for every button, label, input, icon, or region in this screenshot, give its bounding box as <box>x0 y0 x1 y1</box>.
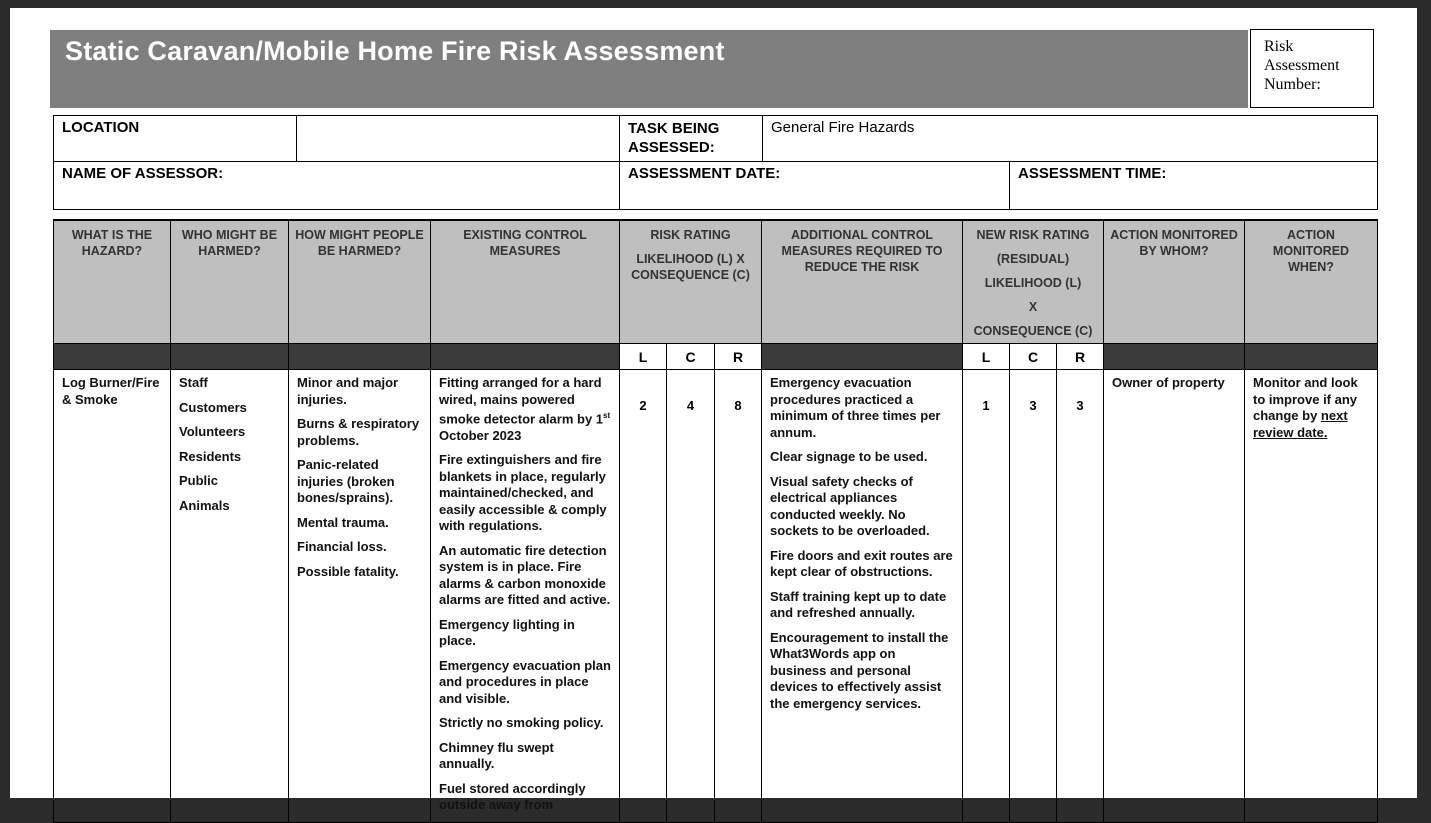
risk-table <box>53 219 1378 823</box>
header-additional: ADDITIONAL CONTROL MEASURES REQUIRED TO REDUCE THE RISK <box>762 220 963 344</box>
list-item: Volunteers <box>179 424 246 439</box>
subheader-new-l: L <box>963 344 1010 370</box>
subheader-blank <box>171 344 289 370</box>
monitored-by-cell: Owner of property <box>1104 370 1245 823</box>
date-label: ASSESSMENT DATE: <box>620 162 1010 210</box>
subheader-new-r: R <box>1057 344 1104 370</box>
risk-assessment-number-box <box>1250 29 1374 108</box>
list-item: Strictly no smoking policy. <box>439 715 604 731</box>
risk-l-value: 2 <box>620 370 667 823</box>
title-bar <box>50 30 1248 108</box>
list-item: Emergency evacuation plan and procedures in place and visible. <box>439 657 611 706</box>
header-risk-rating <box>620 220 762 344</box>
table-row <box>54 370 1378 823</box>
list-item: Financial loss. <box>297 539 387 554</box>
how-cell <box>289 370 431 823</box>
header-who: WHO MIGHT BE HARMED? <box>171 220 289 344</box>
existing-cell <box>431 370 620 823</box>
list-item: An automatic fire detection system is in place. Fire alarms & carbon monoxide alarms are fitted and active. <box>439 542 611 608</box>
list-item: Animals <box>179 497 230 513</box>
location-label: LOCATION <box>54 116 297 162</box>
subheader-c: C <box>667 344 715 370</box>
list-item: Burns & respiratory problems. <box>297 416 420 448</box>
subheader-blank <box>289 344 431 370</box>
subheader-l: L <box>620 344 667 370</box>
list-item: Residents <box>179 448 242 464</box>
list-item: Encouragement to install the What3Words app on business and personal devices to effectively assist the emergency services. <box>770 629 949 711</box>
list-item: Fire doors and exit routes are kept clear of obstructions. <box>770 547 953 579</box>
risk-c-value: 4 <box>667 370 715 823</box>
list-item: Public <box>179 473 219 488</box>
subheader-blank <box>54 344 171 370</box>
monitored-when-text: Monitor and look to improve if any change by <box>1253 375 1358 423</box>
header-new-risk-4: X <box>1028 300 1038 314</box>
list-item: Minor and major injuries. <box>297 375 399 407</box>
new-risk-c-value: 3 <box>1010 370 1057 823</box>
list-item: Chimney flu swept annually. <box>439 739 554 772</box>
assessor-label: NAME OF ASSESSOR: <box>54 162 620 210</box>
list-item: Customers <box>179 399 247 415</box>
list-item: Staff training kept up to date and refreshed annually. <box>770 588 947 620</box>
location-value[interactable] <box>297 116 620 162</box>
header-how: HOW MIGHT PEOPLE BE HARMED? <box>289 220 431 344</box>
header-monitored-when: ACTION MONITORED WHEN? <box>1245 220 1378 344</box>
header-new-risk-5: CONSEQUENCE (C) <box>973 324 1093 338</box>
info-table <box>53 115 1378 210</box>
document-title: Static Caravan/Mobile Home Fire Risk Assessment <box>65 36 725 66</box>
list-item: Emergency evacuation procedures practiced a minimum of three times per annum. <box>770 375 941 440</box>
time-label: ASSESSMENT TIME: <box>1010 162 1378 210</box>
list-item: Fuel stored accordingly outside away from <box>439 780 586 813</box>
subheader-blank <box>1245 344 1378 370</box>
subheader-r: R <box>715 344 762 370</box>
header-monitored-by: ACTION MONITORED BY WHOM? <box>1104 220 1245 344</box>
ra-number-label-2: Assessment <box>1264 57 1340 74</box>
task-label: TASK BEING ASSESSED: <box>620 116 763 162</box>
list-item: Emergency lighting in place. <box>439 616 575 649</box>
list-item: Staff <box>179 375 208 390</box>
list-item: Visual safety checks of electrical appliances conducted weekly. No sockets to be overloaded. <box>770 473 930 538</box>
new-risk-l-value: 1 <box>963 370 1010 823</box>
document-page <box>10 8 1417 813</box>
ra-number-label-1: Risk <box>1264 38 1294 55</box>
header-new-risk <box>963 220 1104 344</box>
subheader-blank <box>431 344 620 370</box>
additional-cell <box>762 370 963 823</box>
list-item: Fire extinguishers and fire blankets in place, regularly maintained/checked, and easily accessible & comply with regulations. <box>439 452 607 534</box>
task-value[interactable]: General Fire Hazards <box>763 116 1378 162</box>
subheader-blank <box>1104 344 1245 370</box>
ra-number-label-3: Number: <box>1264 76 1321 93</box>
subheader-new-c: C <box>1010 344 1057 370</box>
new-risk-r-value: 3 <box>1057 370 1104 823</box>
header-new-risk-3: LIKELIHOOD (L) <box>984 276 1082 290</box>
monitored-when-cell <box>1245 370 1378 823</box>
subheader-blank <box>762 344 963 370</box>
list-item: Mental trauma. <box>297 514 389 530</box>
header-risk-rating-title: RISK RATING <box>650 228 731 242</box>
list-item: Clear signage to be used. <box>770 449 928 464</box>
list-item: Possible fatality. <box>297 563 399 579</box>
existing-first-sup: st <box>603 411 611 420</box>
list-item: Panic-related injuries (broken bones/sprains). <box>297 457 395 505</box>
hazard-cell: Log Burner/Fire & Smoke <box>54 370 171 823</box>
risk-r-value: 8 <box>715 370 762 823</box>
header-existing: EXISTING CONTROL MEASURES <box>431 220 620 344</box>
header-hazard: WHAT IS THE HAZARD? <box>54 220 171 344</box>
header-new-risk-2: (RESIDUAL) <box>996 252 1070 266</box>
list-item <box>439 375 611 444</box>
existing-first-text: Fitting arranged for a hard wired, mains powered smoke detector alarm by 1 <box>439 375 604 427</box>
header-risk-rating-sub: LIKELIHOOD (L) X CONSEQUENCE (C) <box>631 252 750 282</box>
who-cell <box>171 370 289 823</box>
header-new-risk-1: NEW RISK RATING <box>976 228 1090 242</box>
review-date-link: next review date. <box>1253 408 1348 440</box>
existing-first-end: October 2023 <box>439 427 522 443</box>
